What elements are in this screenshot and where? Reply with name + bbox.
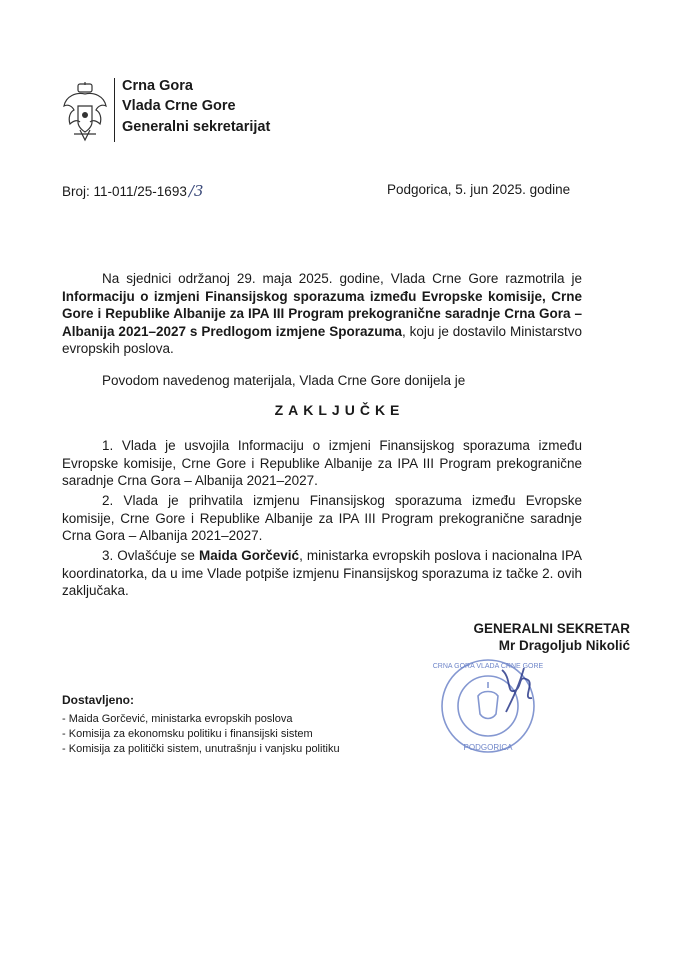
coat-of-arms-icon — [62, 82, 108, 146]
header-government: Vlada Crne Gore — [122, 98, 236, 114]
distribution-item: - Komisija za ekonomsku politiku i finansijski sistem — [62, 727, 340, 742]
conclusion-2-text: 2. Vlada je prihvatila izmjenu Finansijskog sporazuma između Evropske komisije, Crne Gore i Republike Albanije za IPA III Program prekogranične saradnje Crna Gora – Albanija 2021–2027. — [62, 493, 582, 543]
intro2-text: Povodom navedenog materijala, Vlada Crne Gore donijela je — [102, 373, 466, 388]
intro-part2: , koju je dostavilo Ministarstvo evropskih poslova. — [62, 323, 583, 356]
stamp-text-bottom: PODGORICA — [463, 743, 513, 752]
conclusion-3 — [62, 547, 582, 600]
conclusion-3-name: Maida Gorčević — [198, 548, 300, 563]
intro-bold: Informaciju o izmjeni Finansijskog sporazuma između Evropske komisije, Crne Gore i Republike Albanije za IPA III Program prekogranične saradnje Crna Gora – Albanija 2021–2027 s Predlogom izmjene Sporazuma — [62, 288, 582, 339]
conclusion-1-text: 1. Vlada je usvojila Informaciju o izmjeni Finansijskog sporazuma između Evropske komisije, Crne Gore i Republike Albanije za IPA III Program prekogranične saradnje Crna Gora – Albanija 2021–2027. — [62, 438, 582, 488]
conclusions-title: ZAKLJUČKE — [274, 402, 405, 418]
intro-paragraph-2 — [62, 372, 582, 390]
place-date: Podgorica, 5. jun 2025. godine — [387, 182, 571, 197]
signature-name: Mr Dragoljub Nikolić — [498, 638, 630, 653]
distribution-item: - Komisija za politički sistem, unutrašnju i vanjsku politiku — [62, 742, 340, 757]
official-stamp — [432, 652, 554, 756]
conclusion-3-post: , ministarka evropskih poslova i nacionalna IPA koordinatorka, da u ime Vlade potpiše izmjenu Finansijskog sporazuma iz tačke 2. ovih zaključaka. — [62, 548, 583, 598]
distribution-list — [62, 712, 340, 757]
intro-paragraph — [62, 270, 582, 358]
header-divider — [114, 78, 115, 142]
conclusion-3-pre: 3. Ovlašćuje se — [102, 548, 199, 563]
reference-number-text: Broj: 11-011/25-1693 — [62, 184, 187, 199]
distribution-heading: Dostavljeno: — [62, 693, 135, 707]
conclusion-1 — [62, 437, 582, 490]
header-secretariat: Generalni sekretarijat — [122, 119, 271, 135]
conclusion-2 — [62, 492, 582, 545]
distribution-item: - Maida Gorčević, ministarka evropskih poslova — [62, 712, 340, 727]
handwritten-suffix: /3 — [188, 182, 204, 200]
reference-number — [62, 182, 203, 200]
header-country: Crna Gora — [122, 78, 193, 94]
signature-title: GENERALNI SEKRETAR — [473, 621, 630, 636]
stamp-text-top: CRNA GORA VLADA CRNE GORE — [432, 663, 544, 670]
intro-part1: Na sjednici održanoj 29. maja 2025. godine, Vlada Crne Gore razmotrila je — [102, 271, 582, 286]
